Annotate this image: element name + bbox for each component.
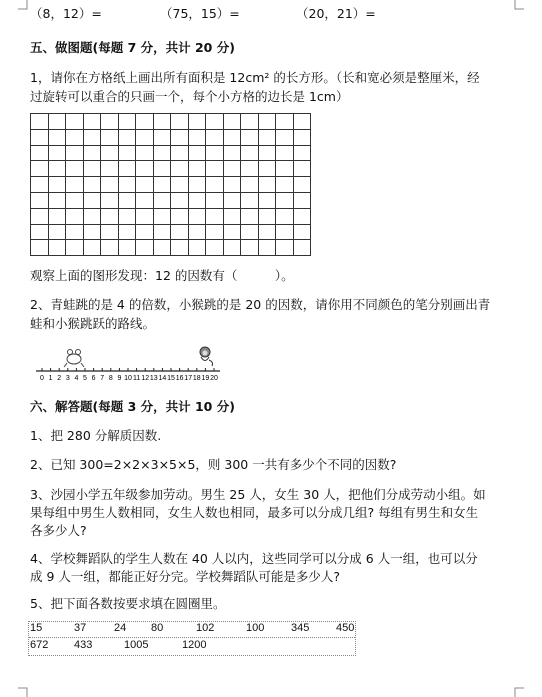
number-line-label: 20	[210, 375, 218, 382]
grid-cell[interactable]	[48, 224, 66, 240]
grid-cell[interactable]	[276, 208, 294, 224]
grid-cell[interactable]	[153, 114, 171, 130]
grid-cell[interactable]	[118, 224, 136, 240]
grid-cell[interactable]	[206, 129, 224, 145]
grid-cell[interactable]	[188, 161, 206, 177]
grid-cell[interactable]	[206, 161, 224, 177]
grid-cell[interactable]	[223, 129, 241, 145]
grid-cell[interactable]	[66, 129, 84, 145]
monkey-icon	[200, 347, 213, 366]
grid-cell[interactable]	[223, 177, 241, 193]
grid-cell[interactable]	[206, 177, 224, 193]
grid-cell[interactable]	[136, 114, 154, 130]
grid-cell[interactable]	[206, 240, 224, 256]
grid-cell[interactable]	[276, 114, 294, 130]
grid-cell[interactable]	[223, 224, 241, 240]
grid-cell[interactable]	[136, 192, 154, 208]
grid-cell[interactable]	[171, 129, 189, 145]
grid-cell[interactable]	[188, 208, 206, 224]
grid-cell[interactable]	[171, 224, 189, 240]
grid-cell[interactable]	[171, 208, 189, 224]
number-cell: 672	[30, 639, 49, 651]
grid-cell[interactable]	[48, 129, 66, 145]
grid-cell[interactable]	[83, 145, 101, 161]
grid-cell[interactable]	[118, 145, 136, 161]
grid-cell[interactable]	[258, 177, 276, 193]
number-line-label: 12	[141, 375, 150, 382]
grid-cell[interactable]	[118, 161, 136, 177]
grid-cell[interactable]	[293, 177, 311, 193]
grid-cell[interactable]	[48, 114, 66, 130]
grid-cell[interactable]	[101, 161, 119, 177]
grid-cell[interactable]	[153, 224, 171, 240]
grid-cell[interactable]	[171, 145, 189, 161]
grid-cell[interactable]	[223, 208, 241, 224]
gcd-item: （75，15）=	[160, 6, 240, 21]
grid-cell[interactable]	[118, 240, 136, 256]
grid-cell[interactable]	[48, 145, 66, 161]
number-cell: 24	[114, 622, 127, 634]
number-line-label: 7	[100, 375, 105, 382]
grid-cell[interactable]	[293, 129, 311, 145]
grid-cell[interactable]	[48, 208, 66, 224]
number-cell: 1005	[124, 639, 149, 651]
question-text: 过旋转可以重合的只画一个，每个小方格的边长是 1cm）	[30, 89, 349, 104]
grid-cell[interactable]	[31, 114, 49, 130]
grid-cell[interactable]	[31, 208, 49, 224]
grid-cell[interactable]	[66, 145, 84, 161]
number-line-label: 5	[83, 375, 87, 382]
grid-cell[interactable]	[31, 129, 49, 145]
grid-cell[interactable]	[83, 224, 101, 240]
grid-cell[interactable]	[101, 224, 119, 240]
grid-cell[interactable]	[101, 208, 119, 224]
grid-cell[interactable]	[48, 192, 66, 208]
grid-cell[interactable]	[31, 145, 49, 161]
grid-cell[interactable]	[276, 145, 294, 161]
grid-cell[interactable]	[153, 177, 171, 193]
number-line-label: 3	[65, 375, 70, 382]
question-text: 5、把下面各数按要求填在圆圈里。	[30, 596, 226, 611]
grid-cell[interactable]	[31, 192, 49, 208]
question-text: 4、学校舞蹈队的学生人数在 40 人以内，这些同学可以分成 6 人一组，也可以分	[30, 551, 478, 566]
grid-cell[interactable]	[118, 177, 136, 193]
grid-cell[interactable]	[276, 177, 294, 193]
grid-cell[interactable]	[188, 224, 206, 240]
number-line-label: 14	[158, 375, 167, 382]
section-title: 六、解答题(每题 3 分，共计 10 分)	[30, 399, 235, 414]
grid-cell[interactable]	[223, 192, 241, 208]
grid-cell[interactable]	[206, 145, 224, 161]
grid-cell[interactable]	[66, 161, 84, 177]
grid-cell[interactable]	[293, 240, 311, 256]
grid-cell[interactable]	[153, 129, 171, 145]
observation-text: 观察上面的图形发现：12 的因数有（ ）。	[30, 268, 294, 283]
grid-cell[interactable]	[118, 129, 136, 145]
grid-cell[interactable]	[258, 224, 276, 240]
grid-cell[interactable]	[241, 114, 259, 130]
grid-cell[interactable]	[48, 161, 66, 177]
grid-cell[interactable]	[136, 224, 154, 240]
number-cell: 15	[30, 622, 43, 634]
number-line	[30, 343, 230, 385]
grid-cell[interactable]	[31, 224, 49, 240]
number-line-label: 19	[201, 375, 210, 382]
question-text: 2、青蛙跳的是 4 的倍数，小猴跳的是 20 的因数，请你用不同颜色的笔分别画出青	[30, 297, 491, 312]
number-line-label: 1	[48, 375, 53, 382]
grid-cell[interactable]	[83, 177, 101, 193]
square-grid[interactable]	[30, 113, 311, 256]
number-line-label: 17	[184, 375, 193, 382]
grid-cell[interactable]	[153, 145, 171, 161]
grid-cell[interactable]	[31, 177, 49, 193]
grid-cell[interactable]	[276, 192, 294, 208]
grid-cell[interactable]	[276, 240, 294, 256]
grid-cell[interactable]	[101, 145, 119, 161]
grid-cell[interactable]	[171, 114, 189, 130]
corner-mark	[514, 0, 524, 10]
grid-cell[interactable]	[118, 192, 136, 208]
number-cell: 80	[151, 622, 164, 634]
corner-mark	[18, 687, 28, 697]
grid-cell[interactable]	[188, 192, 206, 208]
grid-cell[interactable]	[118, 208, 136, 224]
grid-cell[interactable]	[276, 224, 294, 240]
grid-cell[interactable]	[153, 192, 171, 208]
grid-cell[interactable]	[101, 240, 119, 256]
grid-cell[interactable]	[223, 240, 241, 256]
number-cell: 345	[291, 622, 310, 634]
gcd-item: （20，21）=	[296, 6, 376, 21]
corner-mark	[18, 0, 28, 10]
grid-cell[interactable]	[101, 129, 119, 145]
grid-cell[interactable]	[223, 161, 241, 177]
grid-cell[interactable]	[188, 145, 206, 161]
grid-cell[interactable]	[188, 177, 206, 193]
grid-cell[interactable]	[293, 145, 311, 161]
grid-cell[interactable]	[223, 114, 241, 130]
number-cell: 100	[246, 622, 265, 634]
grid-cell[interactable]	[276, 129, 294, 145]
grid-cell[interactable]	[188, 240, 206, 256]
grid-cell[interactable]	[258, 145, 276, 161]
question-text: 蛙和小猴跳跃的路线。	[30, 316, 156, 331]
grid-cell[interactable]	[31, 240, 49, 256]
grid-cell[interactable]	[258, 114, 276, 130]
grid-cell[interactable]	[293, 114, 311, 130]
grid-cell[interactable]	[241, 224, 259, 240]
grid-cell[interactable]	[101, 192, 119, 208]
grid-cell[interactable]	[171, 192, 189, 208]
grid-cell[interactable]	[258, 208, 276, 224]
grid-cell[interactable]	[101, 177, 119, 193]
grid-cell[interactable]	[136, 240, 154, 256]
grid-cell[interactable]	[136, 145, 154, 161]
grid-cell[interactable]	[258, 240, 276, 256]
grid-cell[interactable]	[153, 240, 171, 256]
number-line-label: 2	[57, 375, 62, 382]
grid-cell[interactable]	[206, 192, 224, 208]
grid-cell[interactable]	[241, 145, 259, 161]
grid-cell[interactable]	[241, 177, 259, 193]
question-text: 1，请你在方格纸上画出所有面积是 12cm² 的长方形。（长和宽必须是整厘米，经	[30, 70, 480, 85]
grid-cell[interactable]	[48, 177, 66, 193]
frog-icon	[64, 350, 84, 368]
grid-cell[interactable]	[241, 129, 259, 145]
grid-cell[interactable]	[83, 114, 101, 130]
grid-cell[interactable]	[258, 161, 276, 177]
grid-cell[interactable]	[31, 161, 49, 177]
grid-cell[interactable]	[136, 208, 154, 224]
question-text: 成 9 人一组，都能正好分完。学校舞蹈队可能是多少人?	[30, 569, 341, 584]
number-cell: 37	[74, 622, 87, 634]
grid-cell[interactable]	[258, 129, 276, 145]
grid-cell[interactable]	[83, 240, 101, 256]
number-line-label: 11	[132, 375, 141, 382]
grid-cell[interactable]	[293, 208, 311, 224]
number-cell: 102	[196, 622, 215, 634]
grid-cell[interactable]	[223, 145, 241, 161]
question-text: 各多少人?	[30, 523, 87, 538]
number-line-label: 8	[108, 375, 113, 382]
number-line-label: 10	[124, 375, 132, 382]
grid-cell[interactable]	[293, 224, 311, 240]
number-cell: 450	[336, 622, 355, 634]
grid-cell[interactable]	[188, 114, 206, 130]
grid-cell[interactable]	[171, 177, 189, 193]
section-title: 五、做图题(每题 7 分，共计 20 分)	[30, 40, 235, 55]
number-line-label: 18	[192, 375, 201, 382]
grid-cell[interactable]	[136, 129, 154, 145]
corner-mark	[514, 687, 524, 697]
number-line-label: 15	[167, 375, 175, 382]
grid-cell[interactable]	[153, 208, 171, 224]
question-text: 3、沙园小学五年级参加劳动。男生 25 人，女生 30 人，把他们分成劳动小组。如	[30, 487, 486, 502]
grid-cell[interactable]	[293, 192, 311, 208]
grid-cell[interactable]	[241, 208, 259, 224]
number-line-label: 6	[91, 375, 96, 382]
question-text: 1、把 280 分解质因数.	[30, 428, 162, 443]
number-line-label: 13	[149, 375, 158, 382]
question-text: 果每组中男生人数相同，女生人数也相同，最多可以分成几组? 每组有男生和女生	[30, 505, 479, 520]
grid-cell[interactable]	[83, 129, 101, 145]
grid-cell[interactable]	[136, 177, 154, 193]
grid-cell[interactable]	[83, 208, 101, 224]
grid-cell[interactable]	[118, 114, 136, 130]
grid-cell[interactable]	[241, 240, 259, 256]
grid-cell[interactable]	[66, 177, 84, 193]
number-line-label: 0	[40, 375, 44, 382]
grid-cell[interactable]	[66, 114, 84, 130]
grid-cell[interactable]	[153, 161, 171, 177]
grid-cell[interactable]	[83, 161, 101, 177]
grid-cell[interactable]	[276, 161, 294, 177]
grid-cell[interactable]	[66, 192, 84, 208]
grid-cell[interactable]	[83, 192, 101, 208]
grid-cell[interactable]	[66, 208, 84, 224]
gcd-item: （8，12）=	[30, 6, 102, 21]
grid-cell[interactable]	[101, 114, 119, 130]
grid-cell[interactable]	[206, 114, 224, 130]
grid-cell[interactable]	[66, 240, 84, 256]
number-line-label: 9	[117, 375, 122, 382]
grid-cell[interactable]	[136, 161, 154, 177]
question-text: 2、已知 300=2×2×3×5×5，则 300 一共有多少个不同的因数?	[30, 457, 397, 472]
grid-cell[interactable]	[48, 240, 66, 256]
number-cell: 433	[74, 639, 93, 651]
grid-cell[interactable]	[171, 240, 189, 256]
number-cell: 1200	[182, 639, 207, 651]
grid-cell[interactable]	[206, 224, 224, 240]
grid-cell[interactable]	[241, 192, 259, 208]
grid-cell[interactable]	[258, 192, 276, 208]
grid-cell[interactable]	[188, 129, 206, 145]
grid-cell[interactable]	[66, 224, 84, 240]
number-line-label: 16	[175, 375, 184, 382]
grid-cell[interactable]	[171, 161, 189, 177]
grid-cell[interactable]	[293, 161, 311, 177]
number-line-label: 4	[74, 375, 79, 382]
grid-cell[interactable]	[241, 161, 259, 177]
grid-cell[interactable]	[206, 208, 224, 224]
